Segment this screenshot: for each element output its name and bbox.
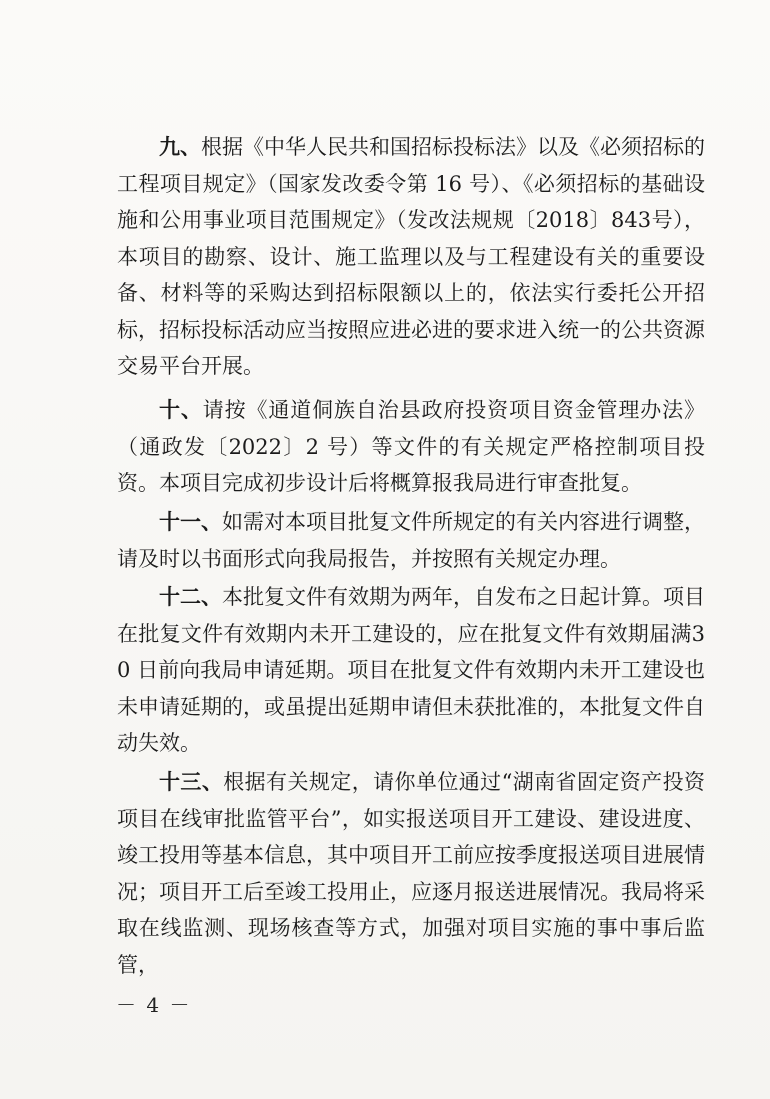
paragraph-13-text: 根据有关规定，请你单位通过“湖南省固定资产投资项目在线审批监管平台”，如实报送项目开工建设、建设进度、竣工投用等基本信息，其中项目开工前应按季度报送项目进展情况；项目开工后至竣工投用止，应逐月报送进展情况。我局将采取在线监测、现场核查等方式，加强对项目实施的事中事后监管，: [117, 770, 706, 977]
paragraph-13: [117, 764, 705, 983]
paragraph-11: [117, 504, 705, 577]
paragraph-10-text: 请按《通道侗族自治县政府投资项目资金管理办法》（通政发〔2022〕2 号）等文件的有关规定严格控制项目投资。本项目完成初步设计后将概算报我局进行审查批复。: [117, 398, 705, 495]
paragraph-9-number: 九、: [159, 135, 201, 159]
paragraph-9-text: 根据《中华人民共和国招标投标法》以及《必须招标的工程项目规定》（国家发改委令第 16 号）、《必须招标的基础设施和公用事业项目范围规定》（发改法规规〔2018〕843号），本项目的勘察、设计、施工监理以及与工程建设有关的重要设备、材料等的采购达到招标限额以上的，依法实行委托公开招标，招标投标活动应当按照应进必进的要求进入统一的公共资源交易平台开展。: [117, 135, 705, 378]
paragraph-11-text: 如需对本项目批复文件所规定的有关内容进行调整，请及时以书面形式向我局报告，并按照有关规定办理。: [117, 510, 705, 571]
paragraph-12-number: 十二、: [159, 585, 222, 609]
paragraph-13-number: 十三、: [159, 770, 224, 794]
paragraph-12-text: 本批复文件有效期为两年，自发布之日起计算。项目在批复文件有效期内未开工建设的，应在批复文件有效期届满30 日前向我局申请延期。项目在批复文件有效期内未开工建设也未申请延期的，或虽提出延期申请但未获批准的，本批复文件自动失效。: [117, 585, 705, 755]
paragraph-9: [117, 129, 705, 385]
paragraph-10: [117, 392, 705, 502]
paragraph-12: [117, 579, 705, 762]
paragraph-10-number: 十、: [159, 398, 203, 422]
paragraph-11-number: 十一、: [159, 510, 222, 534]
page-number: － 4 －: [116, 993, 192, 1017]
